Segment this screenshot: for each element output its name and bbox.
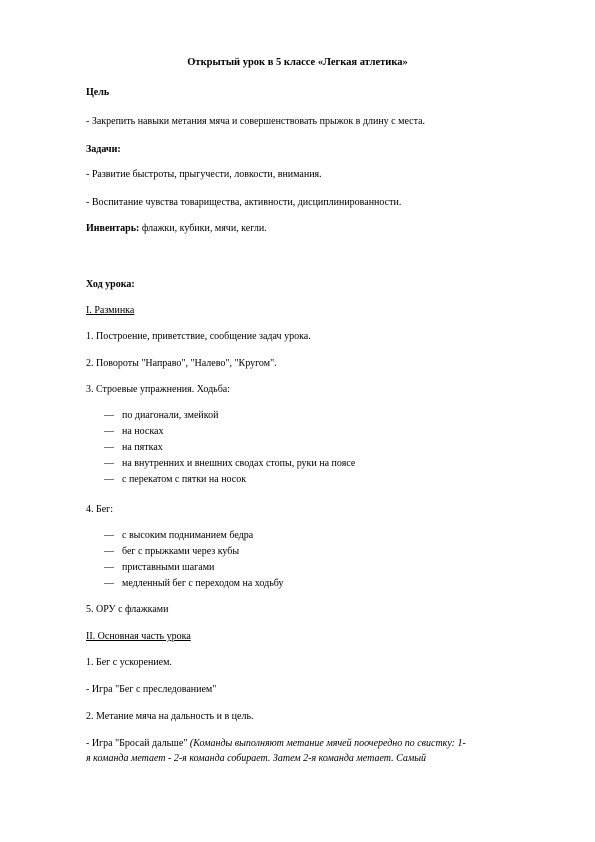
list-item: — бег с прыжками через кубы [104,546,240,557]
list-item: — по диагонали, змейкой [104,410,219,421]
list-item: — с высоким подниманием бедра [104,530,254,541]
dash-bullet: — [104,530,114,541]
game-description: - Игра "Бросай дальше" (Команды выполняют метание мячей поочередно по свистку: 1- [86,738,466,749]
task-item: - Воспитание чувства товарищества, активности, дисциплинированности. [86,197,402,208]
dash-bullet: — [104,578,114,589]
goal-heading: Цель [86,87,110,98]
warmup-item: 5. ОРУ с флажками [86,604,169,615]
dash-bullet: — [104,426,114,437]
dash-bullet: — [104,562,114,573]
list-item: — приставными шагами [104,562,215,573]
main-item: - Игра "Бег с преследованием" [86,684,217,695]
list-item: — на внутренних и внешних сводах стопы, руки на поясе [104,458,356,469]
inventory-label: Инвентарь: [86,223,140,234]
warmup-item: 2. Повороты "Направо", "Налево", "Кругом". [86,358,277,369]
main-item: 2. Метание мяча на дальность и в цель. [86,711,254,722]
list-item: — на носках [104,426,164,437]
dash-bullet: — [104,458,114,469]
dash-bullet: — [104,410,114,421]
list-item: — с перекатом с пятки на носок [104,474,247,485]
part1-heading: I. Разминка [86,305,135,316]
warmup-item: 1. Построение, приветствие, сообщение задач урока. [86,331,311,342]
dash-bullet: — [104,442,114,453]
list-item: — медленный бег с переходом на ходьбу [104,578,284,589]
inventory-text: флажки, кубики, мячи, кегли. [139,223,267,234]
document-title: Открытый урок в 5 классе «Легкая атлетика» [187,57,408,68]
inventory-line [86,222,267,235]
goal-text: - Закрепить навыки метания мяча и совершенствовать прыжок в длину с места. [86,116,426,127]
warmup-item: 3. Строевые упражнения. Ходьба: [86,384,231,395]
list-item: — на пятках [104,442,163,453]
lesson-heading: Ход урока: [86,279,135,290]
dash-bullet: — [104,546,114,557]
part2-heading: II. Основная часть урока [86,631,191,642]
task-item: - Развитие быстроты, прыгучести, ловкости, внимания. [86,169,322,180]
tasks-heading: Задачи: [86,144,121,155]
game-description-continued: я команда метает - 2-я команда собирает. Затем 2-я команда метает. Самый [86,753,427,764]
warmup-item: 4. Бег: [86,504,114,515]
main-item: 1. Бег с ускорением. [86,657,172,668]
dash-bullet: — [104,474,114,485]
